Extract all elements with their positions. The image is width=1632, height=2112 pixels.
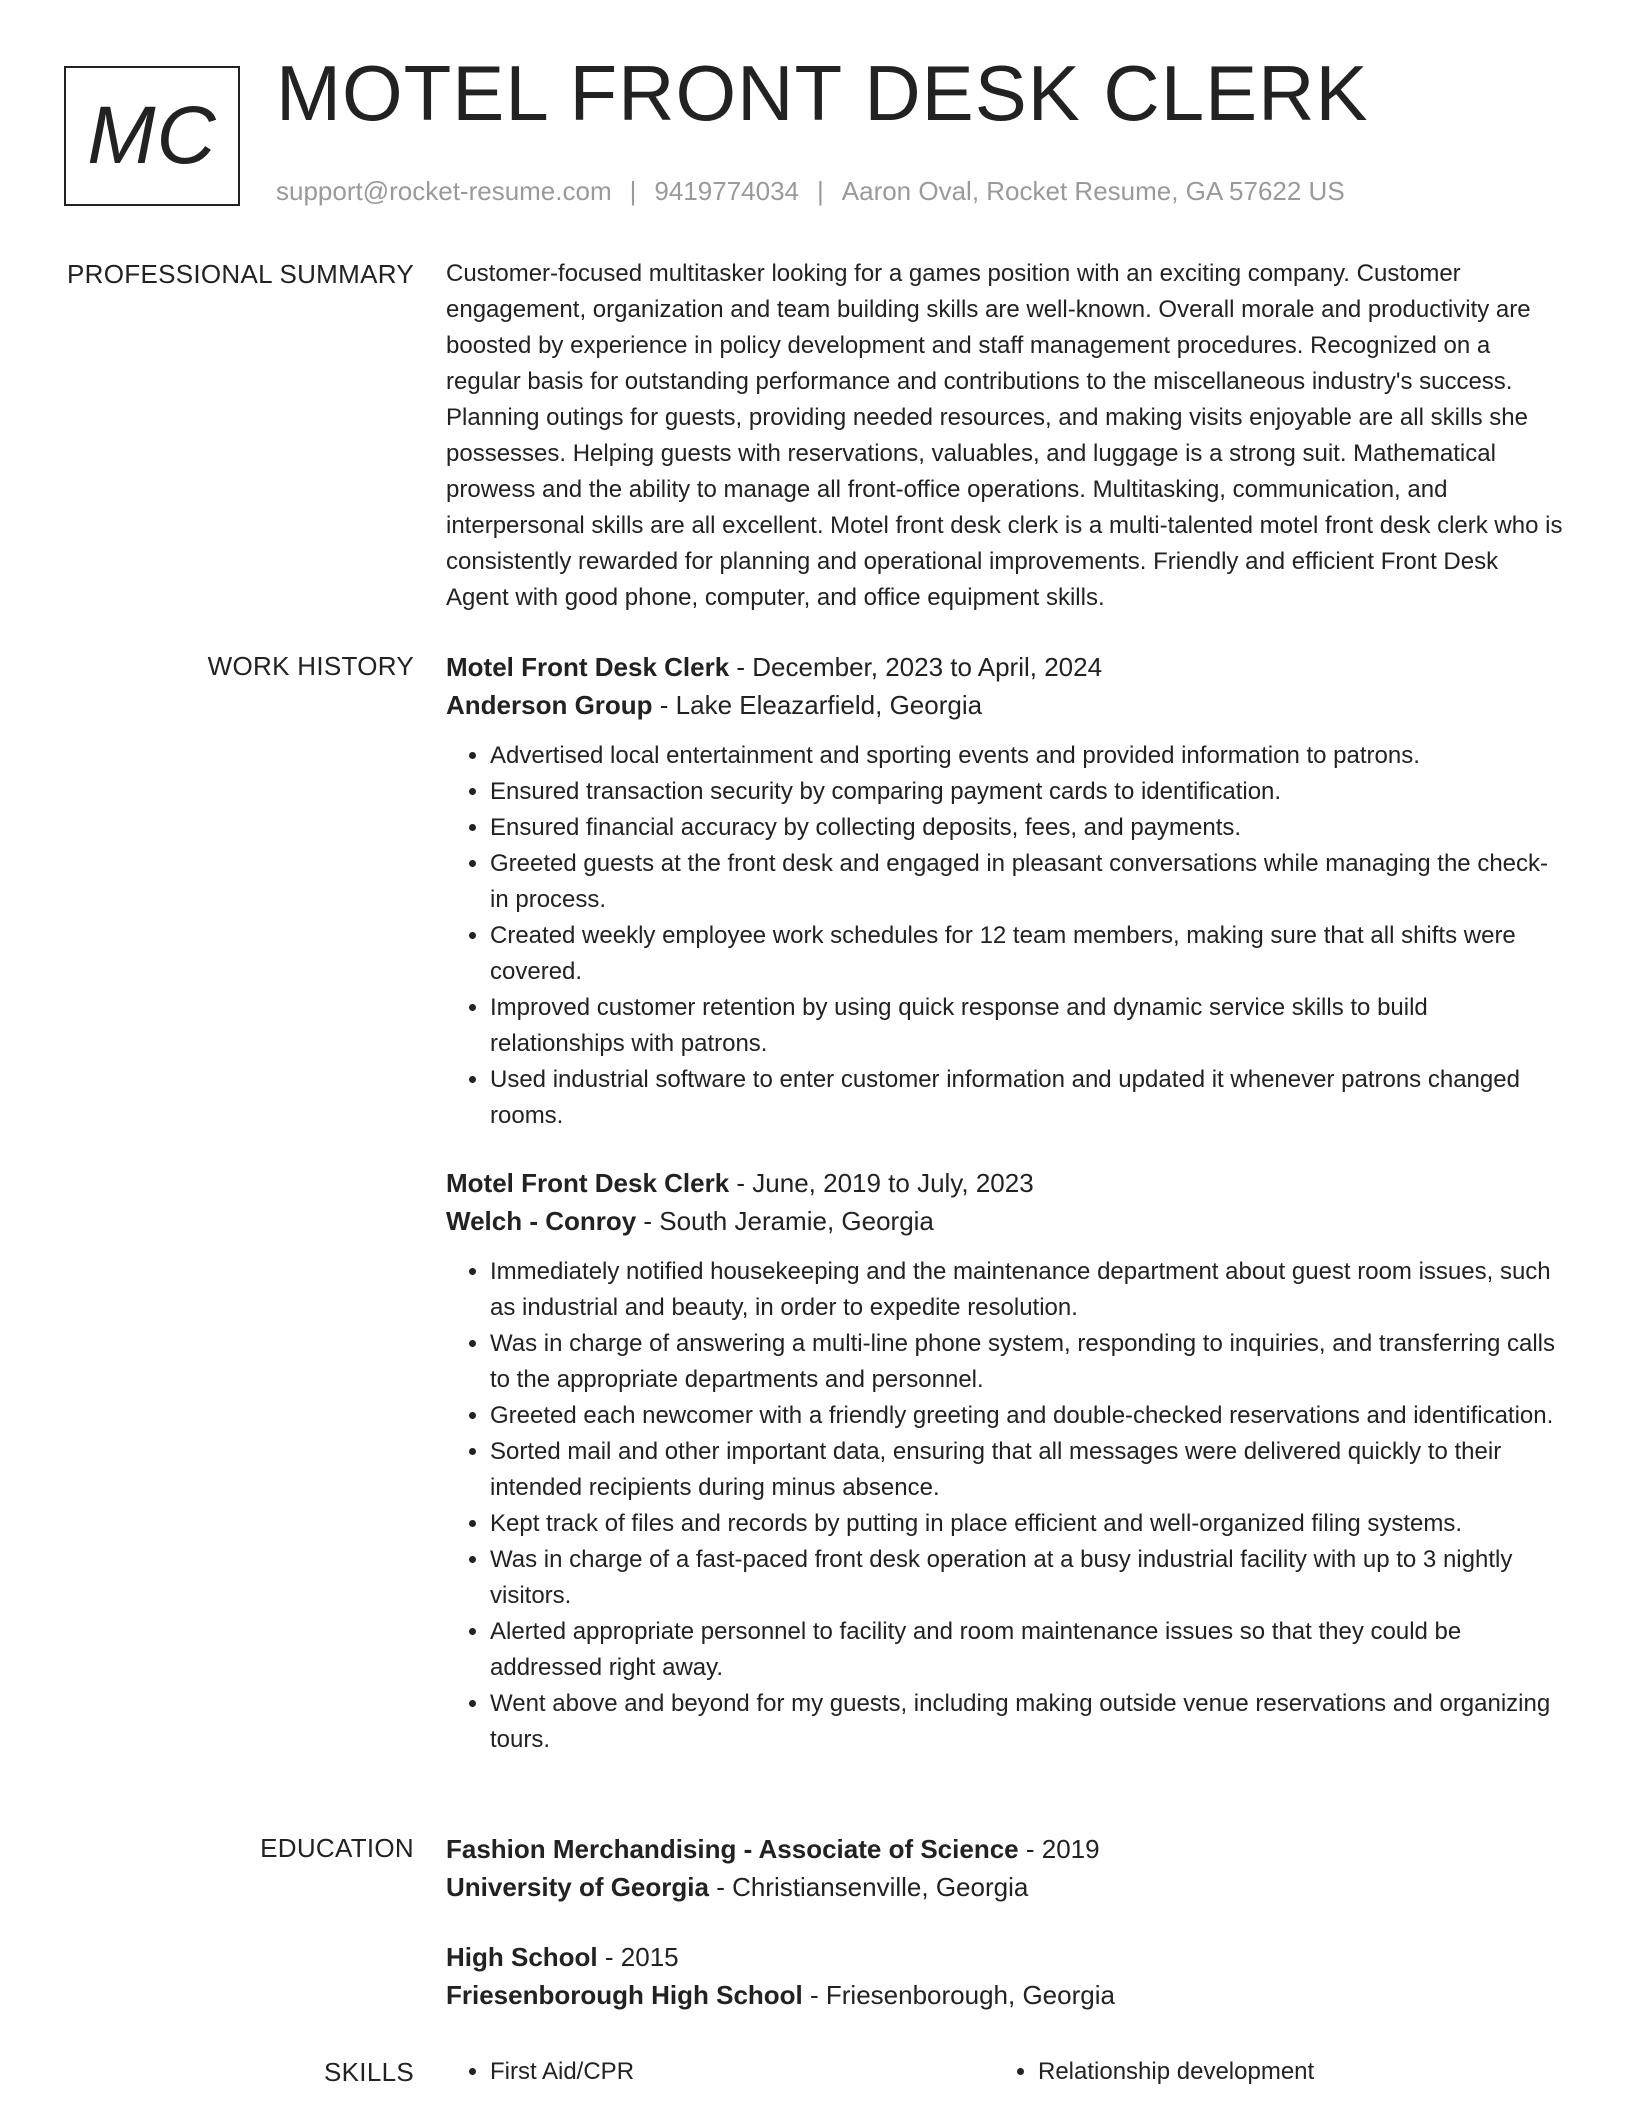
job-location: - South Jeramie, Georgia xyxy=(636,1206,934,1236)
job-bullet: • Was in charge of answering a multi-line phone system, responding to inquiries, and transferring calls to the appropriate departments and personnel. xyxy=(490,1326,1566,1398)
education-degree: High School xyxy=(446,1942,598,1972)
job-bullet: • Ensured financial accuracy by collecting deposits, fees, and payments. xyxy=(490,810,1566,846)
education-year: - 2015 xyxy=(597,1942,679,1972)
job-company-line xyxy=(446,1202,1566,1240)
resume-title: MOTEL FRONT DESK CLERK xyxy=(276,49,1369,137)
education-year: - 2019 xyxy=(1018,1834,1100,1864)
contact-separator: | xyxy=(629,176,637,206)
education-school: Friesenborough High School xyxy=(446,1980,803,2010)
job-bullet: • Kept track of files and records by putting in place efficient and well-organized filing systems. xyxy=(490,1506,1566,1542)
job-dates: - December, 2023 to April, 2024 xyxy=(729,652,1103,682)
section-label-skills: SKILLS xyxy=(324,2057,414,2087)
job-bullet: • Created weekly employee work schedules for 12 team members, making sure that all shifts were covered. xyxy=(490,918,1566,990)
work-history-body xyxy=(446,648,1566,1758)
job-entry xyxy=(446,648,1566,1134)
job-bullets xyxy=(446,738,1566,1134)
job-dates: - June, 2019 to July, 2023 xyxy=(729,1168,1034,1198)
job-location: - Lake Eleazarfield, Georgia xyxy=(652,690,983,720)
education-degree-line xyxy=(446,1830,1566,1868)
education-school-line xyxy=(446,1976,1566,2014)
job-title: Motel Front Desk Clerk xyxy=(446,1168,730,1198)
education-location: - Friesenborough, Georgia xyxy=(802,1980,1115,2010)
contact-separator: | xyxy=(817,176,824,206)
monogram-text: MC xyxy=(87,90,217,181)
skills-column-right xyxy=(994,2054,1542,2090)
skill-item: • First Aid/CPR xyxy=(490,2054,994,2090)
contact-phone[interactable]: 9419774034 xyxy=(654,176,799,206)
job-bullet: • Ensured transaction security by comparing payment cards to identification. xyxy=(490,774,1566,810)
job-company: Welch - Conroy xyxy=(446,1206,637,1236)
education-entry xyxy=(446,1938,1566,2014)
job-bullet: • Alerted appropriate personnel to facility and room maintenance issues so that they could be addressed right away. xyxy=(490,1614,1566,1686)
education-entry xyxy=(446,1830,1566,1906)
job-bullet: • Advertised local entertainment and sporting events and provided information to patrons. xyxy=(490,738,1566,774)
summary-body xyxy=(446,256,1566,616)
job-bullet: • Was in charge of a fast-paced front desk operation at a busy industrial facility with up to 3 nightly visitors. xyxy=(490,1542,1566,1614)
section-label-work-history: WORK HISTORY xyxy=(207,651,414,681)
education-school: University of Georgia xyxy=(446,1872,709,1902)
contact-line xyxy=(276,176,1345,207)
contact-address: Aaron Oval, Rocket Resume, GA 57622 US xyxy=(841,176,1345,206)
section-label-education: EDUCATION xyxy=(260,1833,414,1863)
education-school-line xyxy=(446,1868,1566,1906)
education-degree-line xyxy=(446,1938,1566,1976)
job-title: Motel Front Desk Clerk xyxy=(446,652,730,682)
job-bullet: • Greeted each newcomer with a friendly greeting and double-checked reservations and identification. xyxy=(490,1398,1566,1434)
job-title-line xyxy=(446,1164,1566,1202)
job-company: Anderson Group xyxy=(446,690,653,720)
job-bullet: • Greeted guests at the front desk and engaged in pleasant conversations while managing the check-in process. xyxy=(490,846,1566,918)
education-degree: Fashion Merchandising - Associate of Science xyxy=(446,1834,1019,1864)
education-body xyxy=(446,1830,1566,2014)
skill-item: • Relationship development xyxy=(1038,2054,1542,2090)
job-bullet: • Immediately notified housekeeping and the maintenance department about guest room issues, such as industrial and beauty, in order to expedite resolution. xyxy=(490,1254,1566,1326)
monogram-logo xyxy=(64,66,240,206)
job-company-line xyxy=(446,686,1566,724)
skills-body xyxy=(446,2054,1566,2090)
skills-column-left xyxy=(446,2054,994,2090)
summary-text: Customer-focused multitasker looking for a games position with an exciting company. Customer engagement, organization and team building skills are well-known. Overall morale and productivity are boosted by experience in policy development and staff management procedures. Recognized on a regular basis for outstanding performance and contributions to the miscellaneous industry's success. Planning outings for guests, providing needed resources, and making visits enjoyable are all skills she possesses. Helping guests with reservations, valuables, and luggage is a strong suit. Mathematical prowess and the ability to manage all front-office operations. Multitasking, communication, and interpersonal skills are all excellent. Motel front desk clerk is a multi-talented motel front desk clerk who is consistently rewarded for planning and operational improvements. Friendly and efficient Front Desk Agent with good phone, computer, and office equipment skills. xyxy=(446,260,1563,611)
education-location: - Christiansenville, Georgia xyxy=(708,1872,1029,1902)
job-entry xyxy=(446,1164,1566,1758)
contact-email[interactable]: support@rocket-resume.com xyxy=(276,176,612,206)
skills-grid xyxy=(446,2054,1566,2090)
job-title-line xyxy=(446,648,1566,686)
job-bullets xyxy=(446,1254,1566,1758)
section-label-summary: PROFESSIONAL SUMMARY xyxy=(67,259,414,289)
job-bullet: • Went above and beyond for my guests, including making outside venue reservations and organizing tours. xyxy=(490,1686,1566,1758)
job-bullet: • Sorted mail and other important data, ensuring that all messages were delivered quickly to their intended recipients during minus absence. xyxy=(490,1434,1566,1506)
job-bullet: • Used industrial software to enter customer information and updated it whenever patrons changed rooms. xyxy=(490,1062,1566,1134)
job-bullet: • Improved customer retention by using quick response and dynamic service skills to build relationships with patrons. xyxy=(490,990,1566,1062)
